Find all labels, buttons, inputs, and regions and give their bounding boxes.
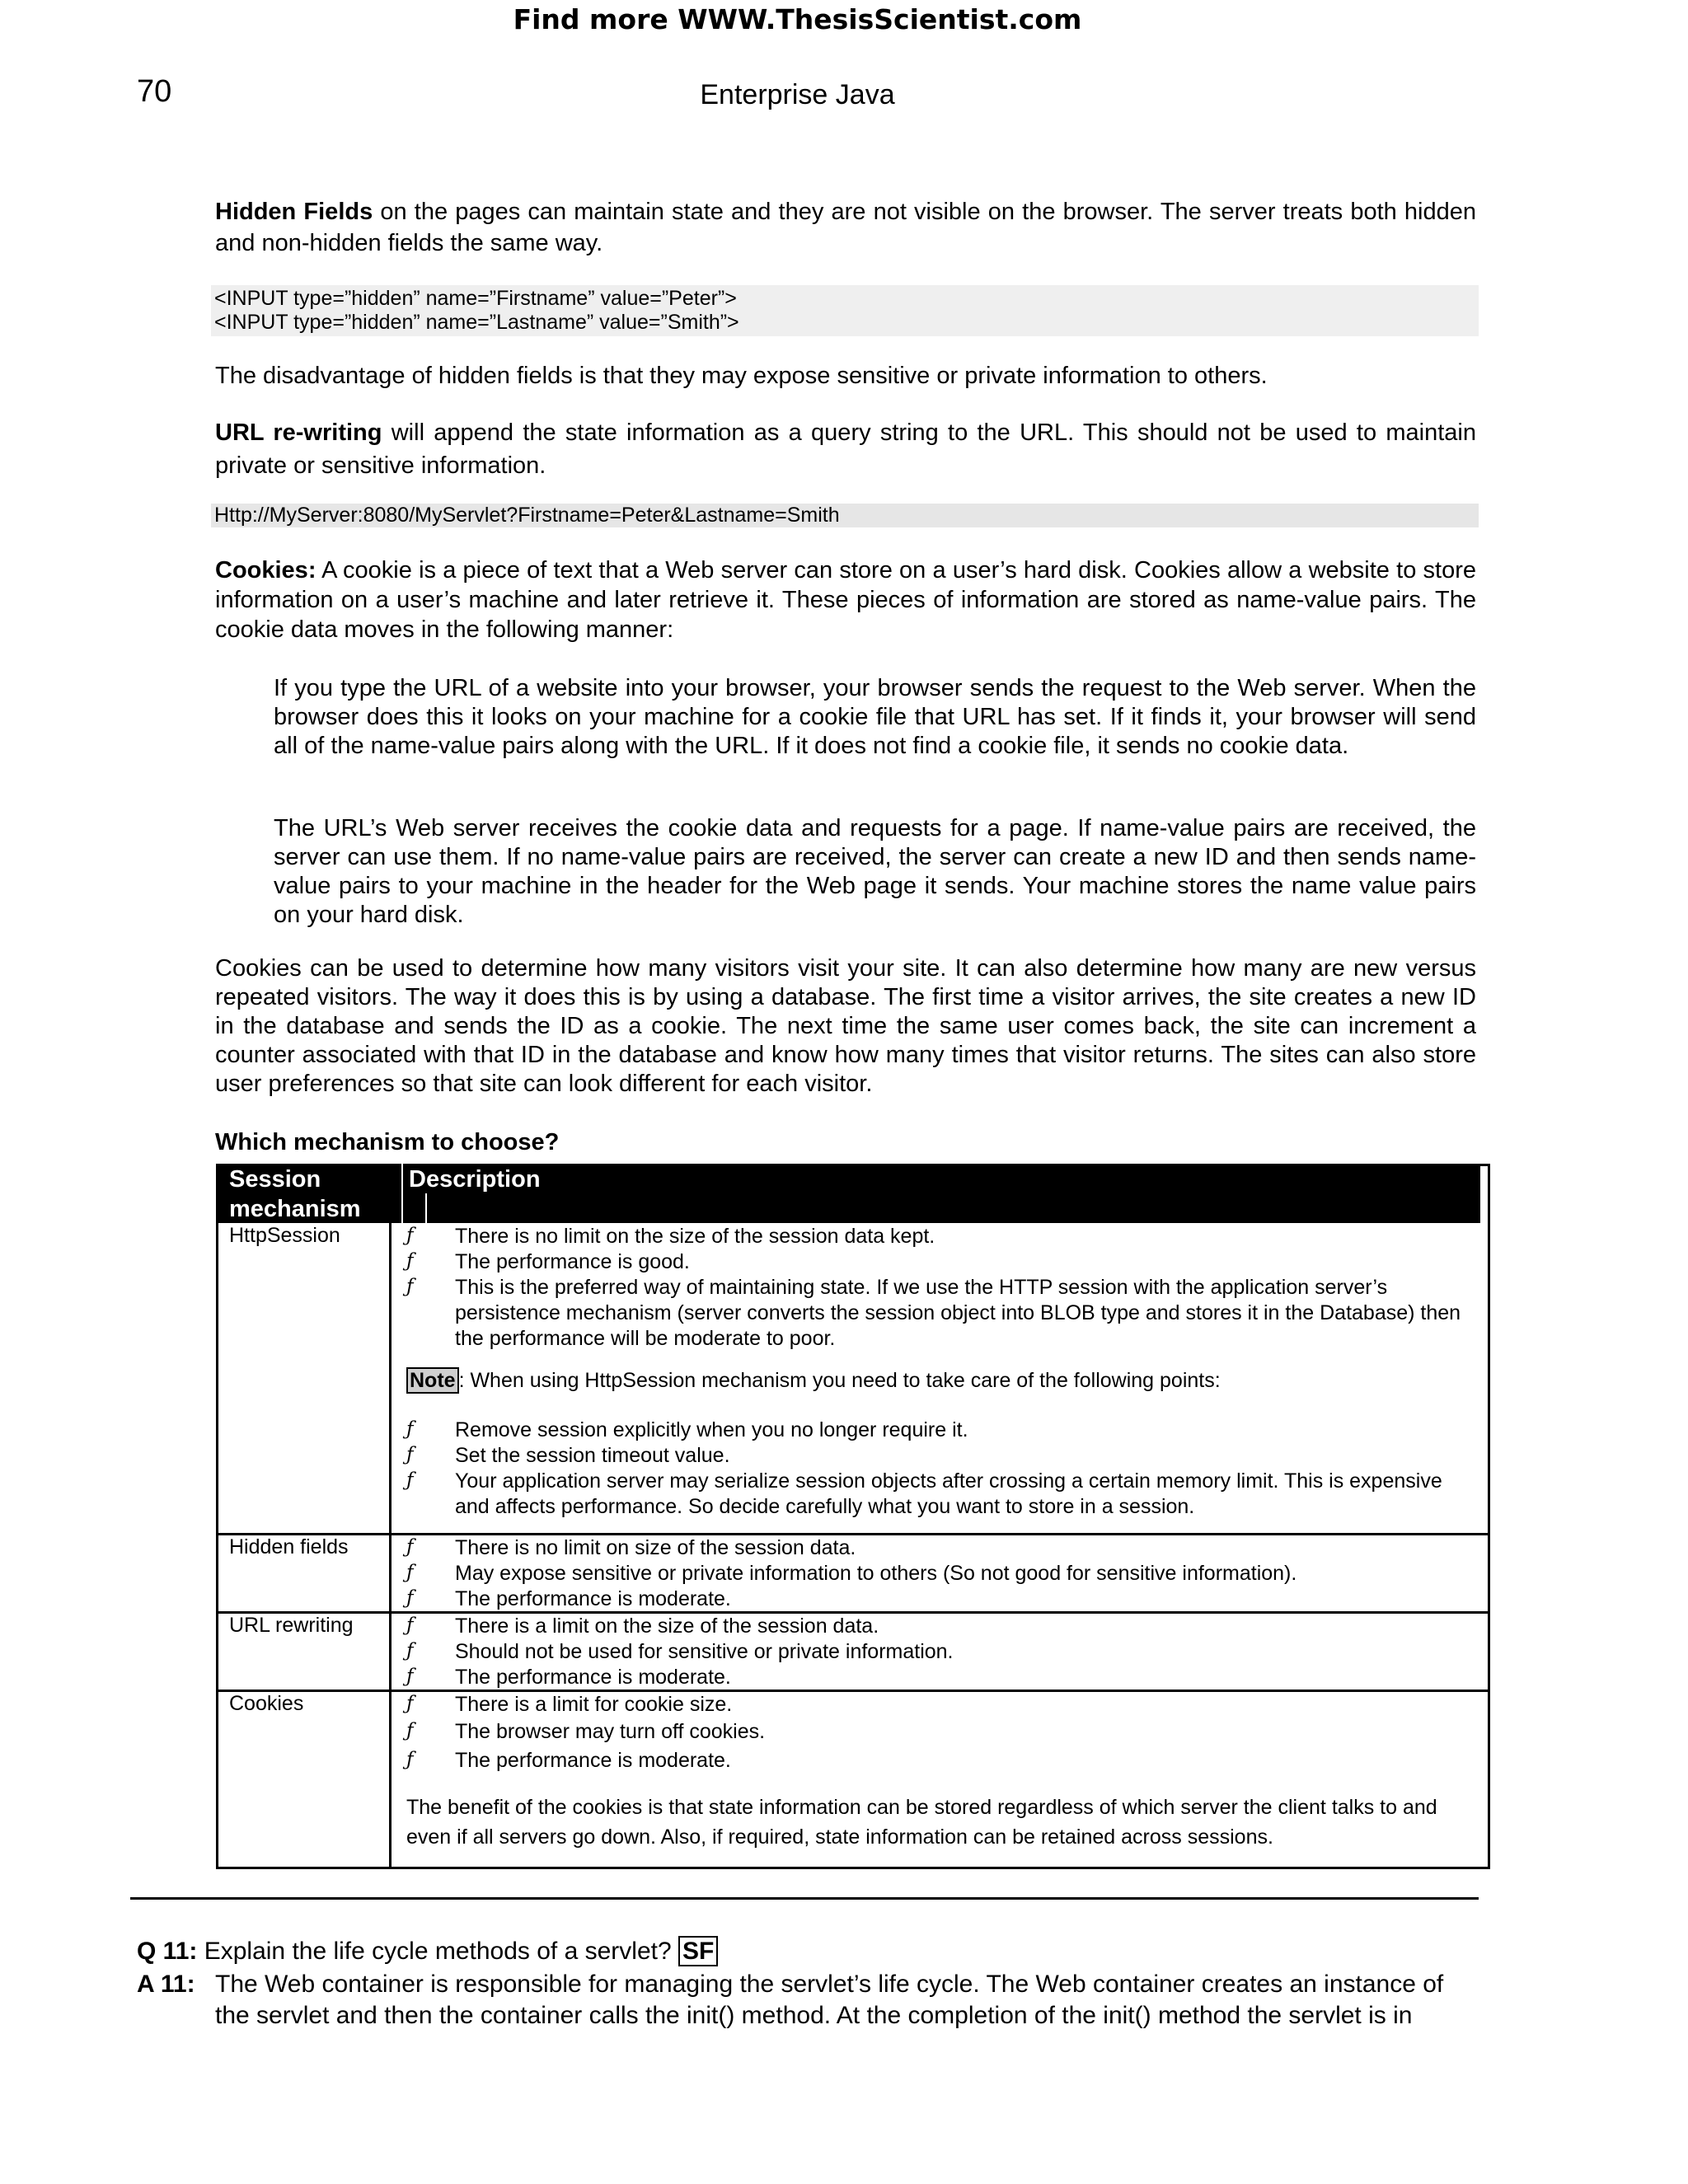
cookies-term: Cookies: (215, 557, 316, 583)
hidden-fields-text: on the pages can maintain state and they are not visible on the browser. The server treats both hidden and non-hidden fields the same way. (215, 199, 1476, 256)
hidden-bullet-1: There is no limit on size of the session data. (455, 1536, 856, 1559)
column-divider (389, 1223, 392, 1869)
table-header-row (216, 1164, 1480, 1223)
site-banner: Find more WWW.ThesisScientist.com (513, 3, 1082, 35)
answer-label (137, 1968, 195, 2001)
cookies-bullet-1: There is a limit for cookie size. (455, 1693, 733, 1716)
header-session-mechanism: Session mechanism (229, 1166, 361, 1222)
bullet-icon: ƒ (406, 1587, 414, 1609)
mechanism-url-rewriting: URL rewriting (229, 1614, 354, 1637)
header-subdivider (425, 1193, 427, 1223)
bullet-icon: ƒ (406, 1418, 414, 1440)
url-bullet-2: Should not be used for sensitive or private information. (455, 1640, 954, 1663)
hidden-disadvantage: The disadvantage of hidden fields is that they may expose sensitive or private information to others. (215, 363, 1268, 389)
bullet-icon: ƒ (406, 1444, 414, 1465)
cookies-bullet-3: The performance is moderate. (455, 1749, 731, 1772)
header-description: Description (409, 1166, 541, 1193)
httpsession-note (406, 1368, 1470, 1394)
cookies-usage-paragraph: Cookies can be used to determine how many visitors visit your site. It can also determine how many are new versus repeated visitors. The way it does this is by using a database. The first time a visitor arrives, the site creates a new ID in the database and sends the ID as a cookie. The next time the same user comes back, the site can increment a counter associated with that ID in the database and know how many times that visitor returns. The sites can also store user preferences so that site can look different for each visitor. (215, 955, 1476, 1097)
bullet-icon: ƒ (406, 1720, 414, 1741)
cookies-benefit: The benefit of the cookies is that state information can be stored regardless of which server the client talks to and even if all servers go down. Also, if required, state information can be retained across sessions. (406, 1796, 1437, 1849)
answer-line-2: the servlet and then the container calls the init() method. At the completion of the init() method the servlet is in (215, 2002, 1413, 2029)
mechanism-hidden-fields: Hidden fields (229, 1535, 349, 1558)
cookies-paragraph (215, 555, 1476, 644)
bullet-icon: ƒ (406, 1749, 414, 1770)
hidden-fields-term: Hidden Fields (215, 199, 373, 225)
cookies-bullet-2: The browser may turn off cookies. (455, 1720, 766, 1743)
header-divider (401, 1164, 403, 1223)
hidden-input-code (211, 285, 1479, 336)
question-label: Q 11: (137, 1938, 198, 1965)
question-text: Explain the life cycle methods of a servlet? (197, 1938, 678, 1965)
note-text: : When using HttpSession mechanism you need to take care of the following points: (458, 1369, 1221, 1392)
bullet-icon: ƒ (406, 1666, 414, 1687)
url-bullet-1: There is a limit on the size of the session data. (455, 1615, 879, 1638)
bullet-icon: ƒ (406, 1250, 414, 1272)
hidden-fields-paragraph (215, 196, 1476, 259)
code-line-2: <INPUT type=”hidden” name=”Lastname” value=”Smith”> (214, 311, 739, 334)
question-11 (137, 1935, 718, 1968)
bullet-icon: ƒ (406, 1469, 414, 1491)
mechanism-cookies: Cookies (229, 1692, 304, 1715)
answer-label-text: A 11: (137, 1971, 195, 1998)
bullet-icon: ƒ (406, 1276, 414, 1297)
cookie-step-2: The URL’s Web server receives the cookie data and requests for a page. If name-value pairs are received, the server can use them. If no name-value pairs are received, the server can create a new ID and then sends name-value pairs to your machine in the header for the Web page it sends. Your machine stores the name value pairs on your hard disk. (274, 815, 1476, 928)
bullet-icon: ƒ (406, 1693, 414, 1714)
httpsession-bullet-1: There is no limit on the size of the session data kept. (455, 1225, 935, 1248)
table-heading: Which mechanism to choose? (215, 1129, 560, 1155)
url-rewriting-text: will append the state information as a query string to the URL. This should not be used to maintain private or sensitive information. (215, 419, 1477, 479)
url-rewriting-paragraph (215, 416, 1476, 482)
bullet-icon: ƒ (406, 1536, 414, 1558)
url-example: Http://MyServer:8080/MyServlet?Firstname=Peter&Lastname=Smith (211, 504, 1479, 527)
page-number: 70 (137, 74, 172, 109)
code-line-1: <INPUT type=”hidden” name=”Firstname” value=”Peter”> (214, 287, 737, 310)
running-header: Enterprise Java (700, 79, 895, 110)
hidden-bullet-3: The performance is moderate. (455, 1587, 731, 1610)
url-rewriting-term: URL re-writing (215, 419, 382, 446)
bullet-icon: ƒ (406, 1640, 414, 1661)
httpsession-bullet-3: This is the preferred way of maintaining state. If we use the HTTP session with the application server’s persistence mechanism (server converts the session object into BLOB type and stores it in the Database) then the performance will be moderate to poor. (455, 1276, 1461, 1350)
hidden-bullet-2: May expose sensitive or private information to others (So not good for sensitive information). (455, 1562, 1297, 1585)
sf-tag: SF (678, 1936, 718, 1966)
url-bullet-3: The performance is moderate. (455, 1666, 731, 1689)
note-bullet-2: Set the session timeout value. (455, 1444, 730, 1467)
note-bullet-3: Your application server may serialize session objects after crossing a certain memory limit. This is expensive and affects performance. So decide carefully what you want to store in a session. (455, 1469, 1442, 1518)
section-separator (130, 1897, 1479, 1900)
cookie-step-1: If you type the URL of a website into your browser, your browser sends the request to the Web server. When the browser does this it looks on your machine for a cookie file that URL has set. If it finds it, your browser will send all of the name-value pairs along with the URL. If it does not find a cookie file, it sends no cookie data. (274, 675, 1476, 759)
bullet-icon: ƒ (406, 1615, 414, 1636)
mechanism-httpsession: HttpSession (229, 1224, 340, 1247)
httpsession-bullet-2: The performance is good. (455, 1250, 690, 1273)
answer-line-1: The Web container is responsible for managing the servlet’s life cycle. The Web container creates an instance of (215, 1971, 1444, 1998)
note-label: Note (406, 1367, 459, 1394)
cookies-text: A cookie is a piece of text that a Web server can store on a user’s hard disk. Cookies allow a website to store information on a user’s machine and later retrieve it. These pieces of information are stored as name-value pairs. The cookie data moves in the following manner: (215, 557, 1476, 643)
bullet-icon: ƒ (406, 1562, 414, 1583)
note-bullet-1: Remove session explicitly when you no longer require it. (455, 1418, 968, 1441)
bullet-icon: ƒ (406, 1225, 414, 1246)
